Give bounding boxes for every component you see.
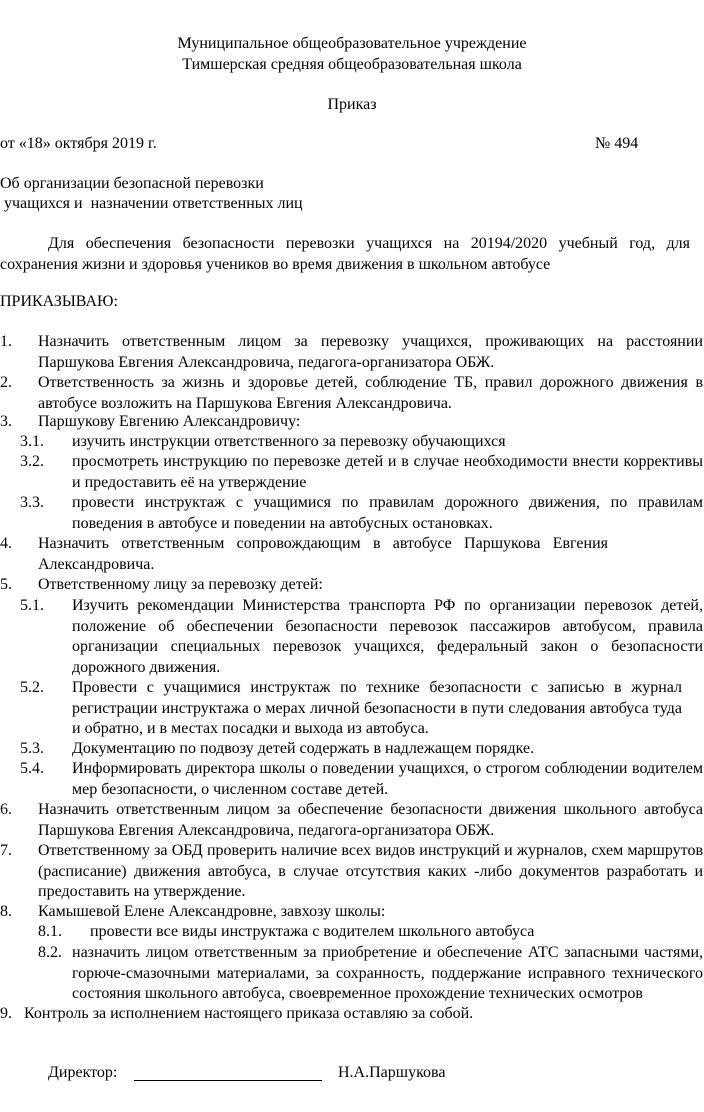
item-text: Контроль за исполнением настоящего приказа оставляю за собой. — [24, 1005, 474, 1022]
signature-name: Н.А.Паршукова — [338, 1064, 446, 1081]
subitem-number: 3.3. — [20, 494, 44, 511]
subitem-text: Провести с учащимися инструктаж по технике безопасности с записью в журнал регистрации инструктажа о мерах личной безопасности в пути следования автобуса туда и обратно, и в местах посадки и выхода из автобуса. — [72, 679, 682, 737]
subitem-text: провести все виды инструктажа с водителем школьного автобуса — [90, 923, 535, 940]
subitem-number: 3.1. — [20, 433, 44, 450]
item-number: 3. — [0, 413, 12, 430]
item-text: Камышевой Елене Александровне, завхозу школы: — [38, 903, 386, 920]
item-text: Паршукову Евгению Александровичу: — [38, 413, 301, 430]
subject-line-2: учащихся и назначении ответственных лиц — [0, 195, 303, 212]
subitem-number: 8.2. — [38, 944, 62, 961]
item-text: Назначить ответственным лицом за обеспечение безопасности движения школьного автобуса Паршукова Евгения Александровича, педагога-организатора ОБЖ. — [38, 801, 703, 839]
subitem-text: провести инструктаж с учащимися по правилам дорожного движения, по правилам поведения в автобусе и поведении на автобусных остановках. — [72, 494, 703, 532]
item-text: Ответственному за ОБД проверить наличие всех видов инструкций и журналов, схем маршрутов (расписание) движения автобуса, в случае отсутствия каких -либо документов разработать и предоставить на утверждение. — [38, 842, 703, 900]
command-heading: ПРИКАЗЫВАЮ: — [0, 293, 118, 310]
item-number: 4. — [0, 535, 12, 552]
item-text: Ответственность за жизнь и здоровье детей, соблюдение ТБ, правил дорожного движения в автобусе возложить на Паршукова Евгения Александровича. — [38, 374, 703, 412]
item-number: 7. — [0, 842, 12, 859]
subitem-number: 3.2. — [20, 453, 44, 470]
signature-role: Директор: — [48, 1064, 118, 1081]
school-name: Тимшерская средняя общеобразовательная школа — [182, 56, 522, 73]
subject-line-1: Об организации безопасной перевозки — [0, 175, 264, 192]
item-number: 8. — [0, 903, 12, 920]
subitem-text: изучить инструкции ответственного за перевозку обучающихся — [72, 433, 506, 450]
item-text: Назначить ответственным лицом за перевозку учащихся, проживающих на расстоянии Паршукова Евгения Александровича, педагога-организатора ОБЖ. — [38, 333, 703, 371]
item-number: 9. — [0, 1005, 12, 1022]
item-number: 6. — [0, 801, 12, 818]
subitem-number: 5.1. — [20, 597, 44, 614]
item-number: 5. — [0, 576, 12, 593]
order-number: № 494 — [595, 135, 639, 152]
subitem-number: 8.1. — [38, 923, 62, 940]
item-number: 2. — [0, 374, 12, 391]
subitem-number: 5.4. — [20, 760, 44, 777]
subitem-text: просмотреть инструкцию по перевозке детей и в случае необходимости внести коррективы и предоставить её на утверждение — [72, 453, 703, 491]
institution-type: Муниципальное общеобразовательное учреждение — [177, 35, 527, 52]
subitem-number: 5.2. — [20, 679, 44, 696]
subitem-number: 5.3. — [20, 740, 44, 757]
item-number: 1. — [0, 333, 12, 350]
subitem-text: Документацию по подвозу детей содержать в надлежащем порядке. — [72, 740, 535, 757]
subitem-text: назначить лицом ответственным за приобретение и обеспечение АТС запасными частями, горюче-смазочными материалами, за сохранность, поддержание исправного технического состояния школьного автобуса, своевременное прохождение технических осмотров — [72, 944, 703, 1002]
item-text: Назначить ответственным сопровождающим в автобусе Паршукова Евгения Александровича. — [38, 535, 608, 573]
subitem-text: Изучить рекомендации Министерства транспорта РФ по организации перевозок детей, положение об обеспечении безопасности перевозок пассажиров автобусом, правила организации специальных перевозок учащихся, федеральный закон о безопасности дорожного движения. — [72, 597, 703, 676]
document-title: Приказ — [327, 96, 377, 113]
order-date: от «18» октября 2019 г. — [0, 135, 157, 152]
signature-line — [134, 1080, 322, 1081]
subitem-text: Информировать директора школы о поведении учащихся, о строгом соблюдении водителем мер безопасности, о численном составе детей. — [72, 760, 703, 798]
preamble: Для обеспечения безопасности перевозки учащихся на 20194/2020 учебный год, для сохранения жизни и здоровья учеников во время движения в школьном автобусе — [0, 235, 690, 273]
item-text: Ответственному лицу за перевозку детей: — [38, 576, 323, 593]
